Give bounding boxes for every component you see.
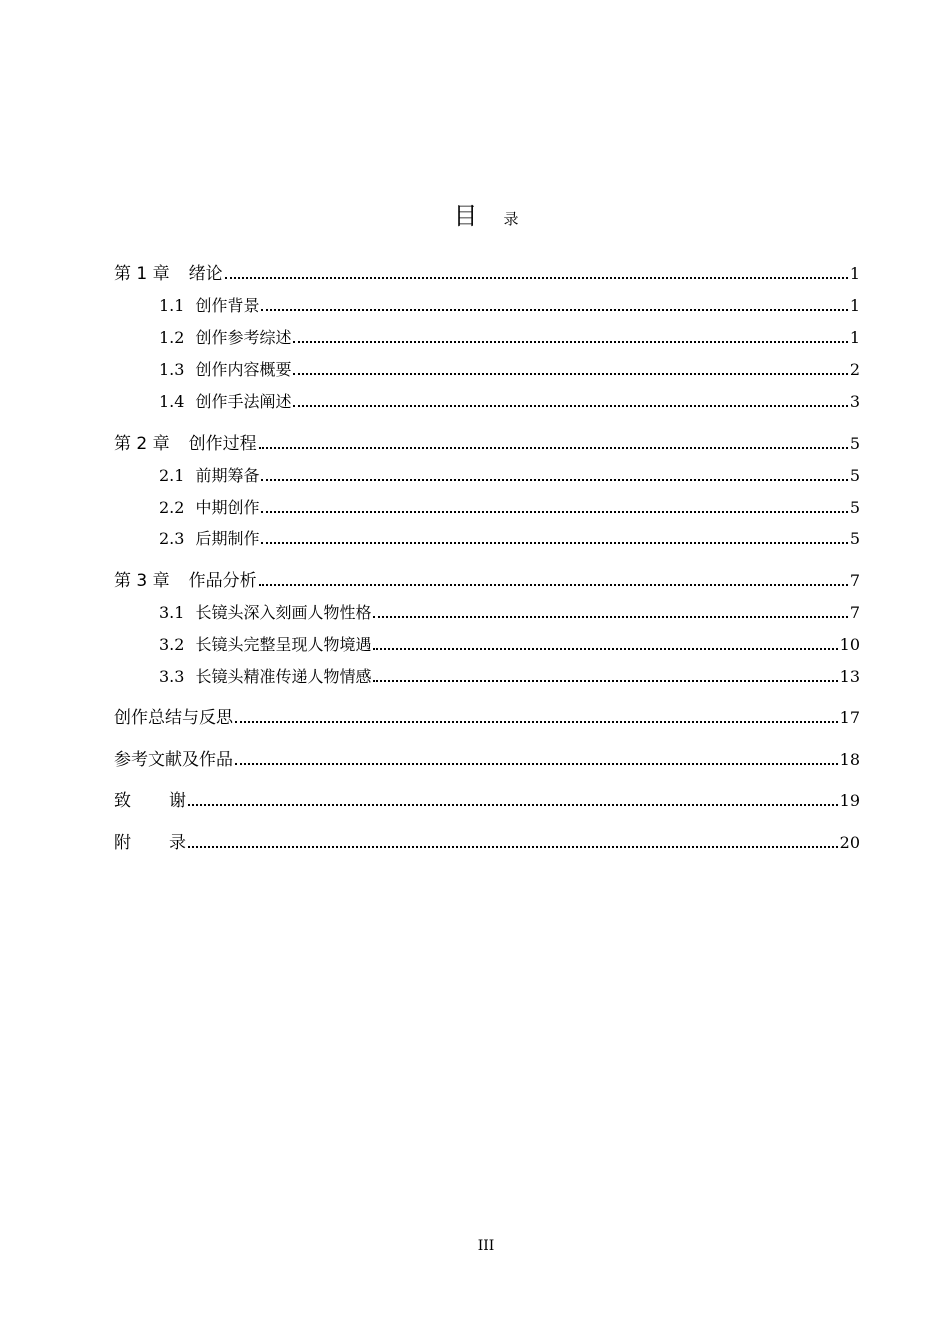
dot-leader [188, 845, 838, 848]
toc-entry-page: 3 [849, 392, 860, 411]
toc-entry-title: 绪论 [188, 264, 223, 284]
toc-entry-section-3-2[interactable] [159, 633, 860, 657]
toc-entry-page: 18 [839, 750, 860, 769]
toc-title-main: 目 [453, 202, 478, 230]
toc-entry-number: 3.2 [159, 635, 185, 654]
dot-leader [261, 510, 847, 513]
toc-entry-chapter-1[interactable] [114, 262, 860, 286]
toc-entry-page: 20 [839, 833, 860, 852]
toc-entry-number: 1.3 [159, 360, 185, 379]
dot-leader [373, 615, 847, 618]
toc-entry-page: 7 [849, 603, 860, 622]
dot-leader [235, 762, 838, 765]
dot-leader [373, 647, 837, 650]
toc-entry-chapter-3[interactable] [114, 569, 860, 593]
toc-entry-title: 长镜头精准传递人物情感 [195, 667, 372, 686]
dot-leader [259, 583, 848, 586]
toc-entry-title: 参考文献及作品 [114, 750, 233, 770]
toc-entry-references[interactable] [114, 748, 860, 772]
toc-entry-title: 创作手法阐述 [195, 392, 292, 411]
toc-entry-title: 创作内容概要 [195, 360, 292, 379]
toc-entry-page: 10 [839, 635, 860, 654]
toc-entry-number: 1.4 [159, 392, 185, 411]
toc-entry-title: 后期制作 [195, 529, 260, 548]
toc-entry-page: 5 [849, 529, 860, 548]
toc-entry-title: 创作总结与反思 [114, 708, 233, 728]
toc-entry-title: 中期创作 [195, 498, 260, 517]
dot-leader [225, 276, 848, 279]
toc-entry-number: 2.2 [159, 498, 185, 517]
toc-entry-appendix[interactable] [114, 831, 860, 855]
toc-title [0, 196, 950, 231]
toc-entry-title: 作品分析 [188, 571, 257, 591]
toc-entry-number: 1.1 [159, 296, 185, 315]
toc-entry-page: 17 [839, 708, 860, 727]
toc-entry-page: 5 [849, 466, 860, 485]
toc-entry-section-2-3[interactable] [159, 527, 860, 551]
dot-leader [373, 679, 837, 682]
dot-leader [235, 720, 838, 723]
toc-entry-title: 附录 [114, 833, 224, 853]
toc-entry-section-1-4[interactable] [159, 390, 860, 414]
toc-entry-number: 第 3 章 [114, 571, 170, 591]
toc-entry-section-2-2[interactable] [159, 496, 860, 520]
toc-entry-number: 2.3 [159, 529, 185, 548]
toc-entry-title: 创作背景 [195, 296, 260, 315]
toc-entry-page: 5 [849, 498, 860, 517]
toc-entry-chapter-2[interactable] [114, 432, 860, 456]
toc-entry-title: 创作过程 [188, 434, 257, 454]
toc-entry-title: 前期筹备 [195, 466, 260, 485]
toc-entry-number: 1.2 [159, 328, 185, 347]
dot-leader [293, 372, 847, 375]
toc-entry-page: 1 [849, 264, 860, 283]
toc-entry-number: 第 1 章 [114, 264, 170, 284]
toc-entry-page: 19 [839, 791, 860, 810]
toc-entry-page: 13 [839, 667, 860, 686]
toc-entry-page: 1 [849, 296, 860, 315]
toc-entry-number: 3.3 [159, 667, 185, 686]
toc-entry-title: 长镜头深入刻画人物性格 [195, 603, 372, 622]
toc-entry-acknowledgements[interactable] [114, 789, 860, 813]
toc-entry-section-3-1[interactable] [159, 601, 860, 625]
dot-leader [261, 478, 847, 481]
toc-entry-page: 1 [849, 328, 860, 347]
toc-entry-page: 5 [849, 434, 860, 453]
toc-entry-number: 3.1 [159, 603, 185, 622]
toc-entry-number: 2.1 [159, 466, 185, 485]
dot-leader [261, 308, 847, 311]
toc-entry-page: 7 [849, 571, 860, 590]
toc-entry-title: 致谢 [114, 791, 224, 811]
dot-leader [261, 541, 847, 544]
toc-entry-number: 第 2 章 [114, 434, 170, 454]
toc-entry-page: 2 [849, 360, 860, 379]
toc-entry-section-1-2[interactable] [159, 326, 860, 350]
toc-entry-section-1-3[interactable] [159, 358, 860, 382]
dot-leader [293, 404, 847, 407]
toc-entry-section-2-1[interactable] [159, 464, 860, 488]
toc-entry-title: 长镜头完整呈现人物境遇 [195, 635, 372, 654]
toc-entry-title: 创作参考综述 [195, 328, 292, 347]
dot-leader [293, 340, 847, 343]
toc-title-sub: 录 [503, 210, 519, 228]
page-footer-number: III [477, 1238, 495, 1254]
dot-leader [259, 446, 848, 449]
toc-entry-section-1-1[interactable] [159, 294, 860, 318]
toc-entry-section-3-3[interactable] [159, 665, 860, 689]
dot-leader [188, 803, 838, 806]
toc-entry-summary[interactable] [114, 706, 860, 730]
